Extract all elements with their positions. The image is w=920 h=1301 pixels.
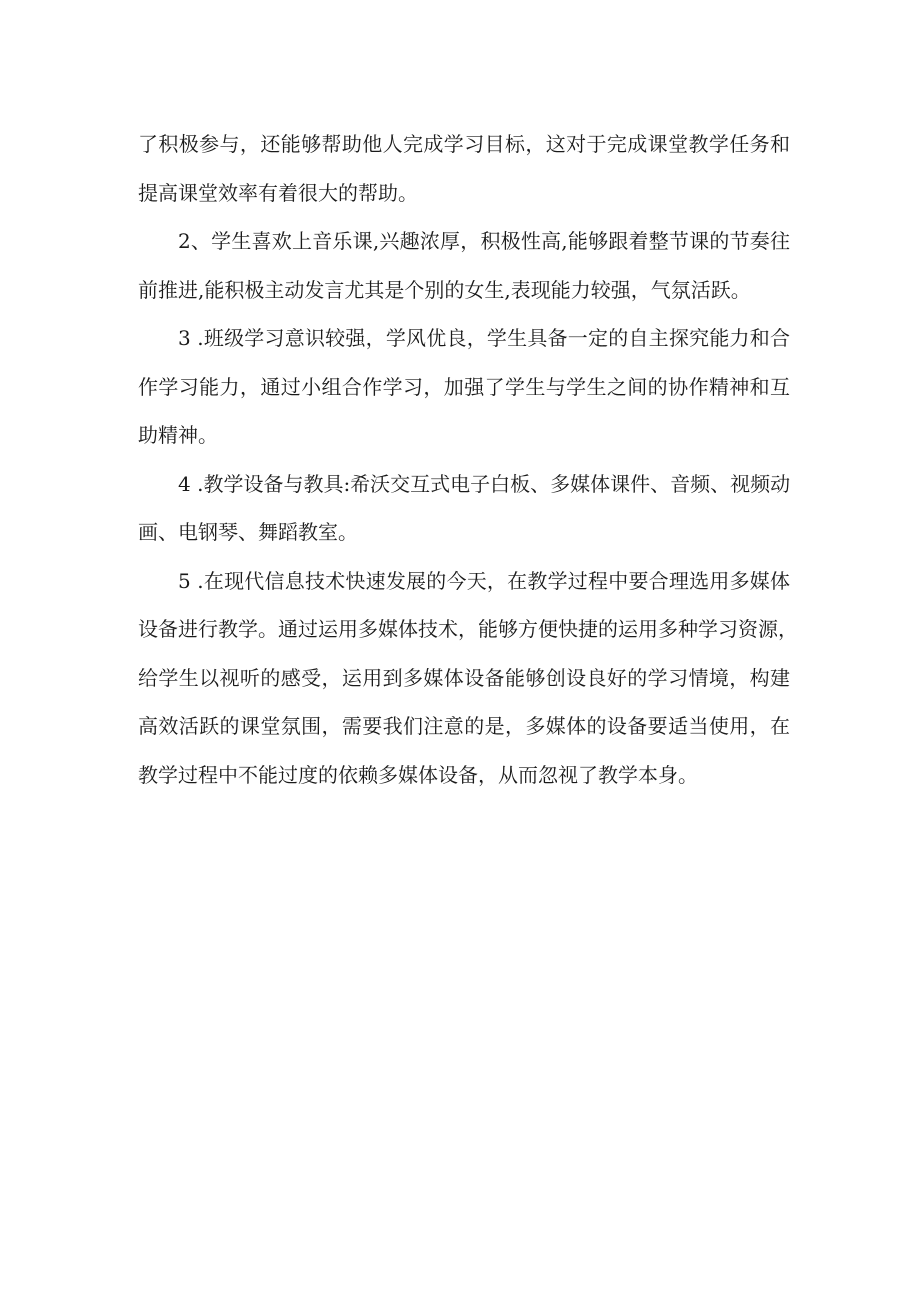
- text-line: 作学习能力，通过小组合作学习，加强了学生与学生之间的协作精神和互: [138, 374, 790, 399]
- text-line: 了积极参与，还能够帮助他人完成学习目标，这对于完成课堂教学任务和: [138, 132, 790, 156]
- paragraph-item-2: [138, 217, 790, 314]
- text-line: 教学过程中不能过度的依赖多媒体设备，从而忽视了教学本身。: [138, 762, 698, 787]
- text-line: 给学生以视听的感受，运用到多媒体设备能够创设良好的学习情境，构建: [138, 665, 790, 690]
- document-body: [138, 120, 798, 799]
- text-line: 画、电钢琴、舞蹈教室。: [138, 520, 358, 544]
- text-line: 设备进行教学。通过运用多媒体技术，能够方便快捷的运用多种学习资源，: [138, 617, 798, 641]
- paragraph-item-5: [138, 557, 798, 800]
- text-line: 前推进,能积极主动发言尤其是个别的女生,表现能力较强，气氛活跃。: [138, 277, 751, 302]
- text-line: 提高课堂效率有着很大的帮助。: [138, 180, 418, 205]
- text-line: 4 .教学设备与教具:希沃交互式电子白板、多媒体课件、音频、视频动: [178, 471, 791, 496]
- text-line: 助精神。: [138, 423, 218, 447]
- text-line: 2、学生喜欢上音乐课,兴趣浓厚，积极性高,能够跟着整节课的节奏往: [178, 229, 790, 253]
- paragraph-item-4: [138, 460, 790, 557]
- text-line: 高效活跃的课堂氛围，需要我们注意的是，多媒体的设备要适当使用，在: [138, 714, 790, 738]
- text-line: 3 .班级学习意识较强，学风优良，学生具备一定的自主探究能力和合: [178, 326, 790, 350]
- text-line: 5 .在现代信息技术快速发展的今天，在教学过程中要合理选用多媒体: [178, 568, 790, 593]
- paragraph-continuation: [138, 120, 790, 217]
- paragraph-item-3: [138, 314, 790, 460]
